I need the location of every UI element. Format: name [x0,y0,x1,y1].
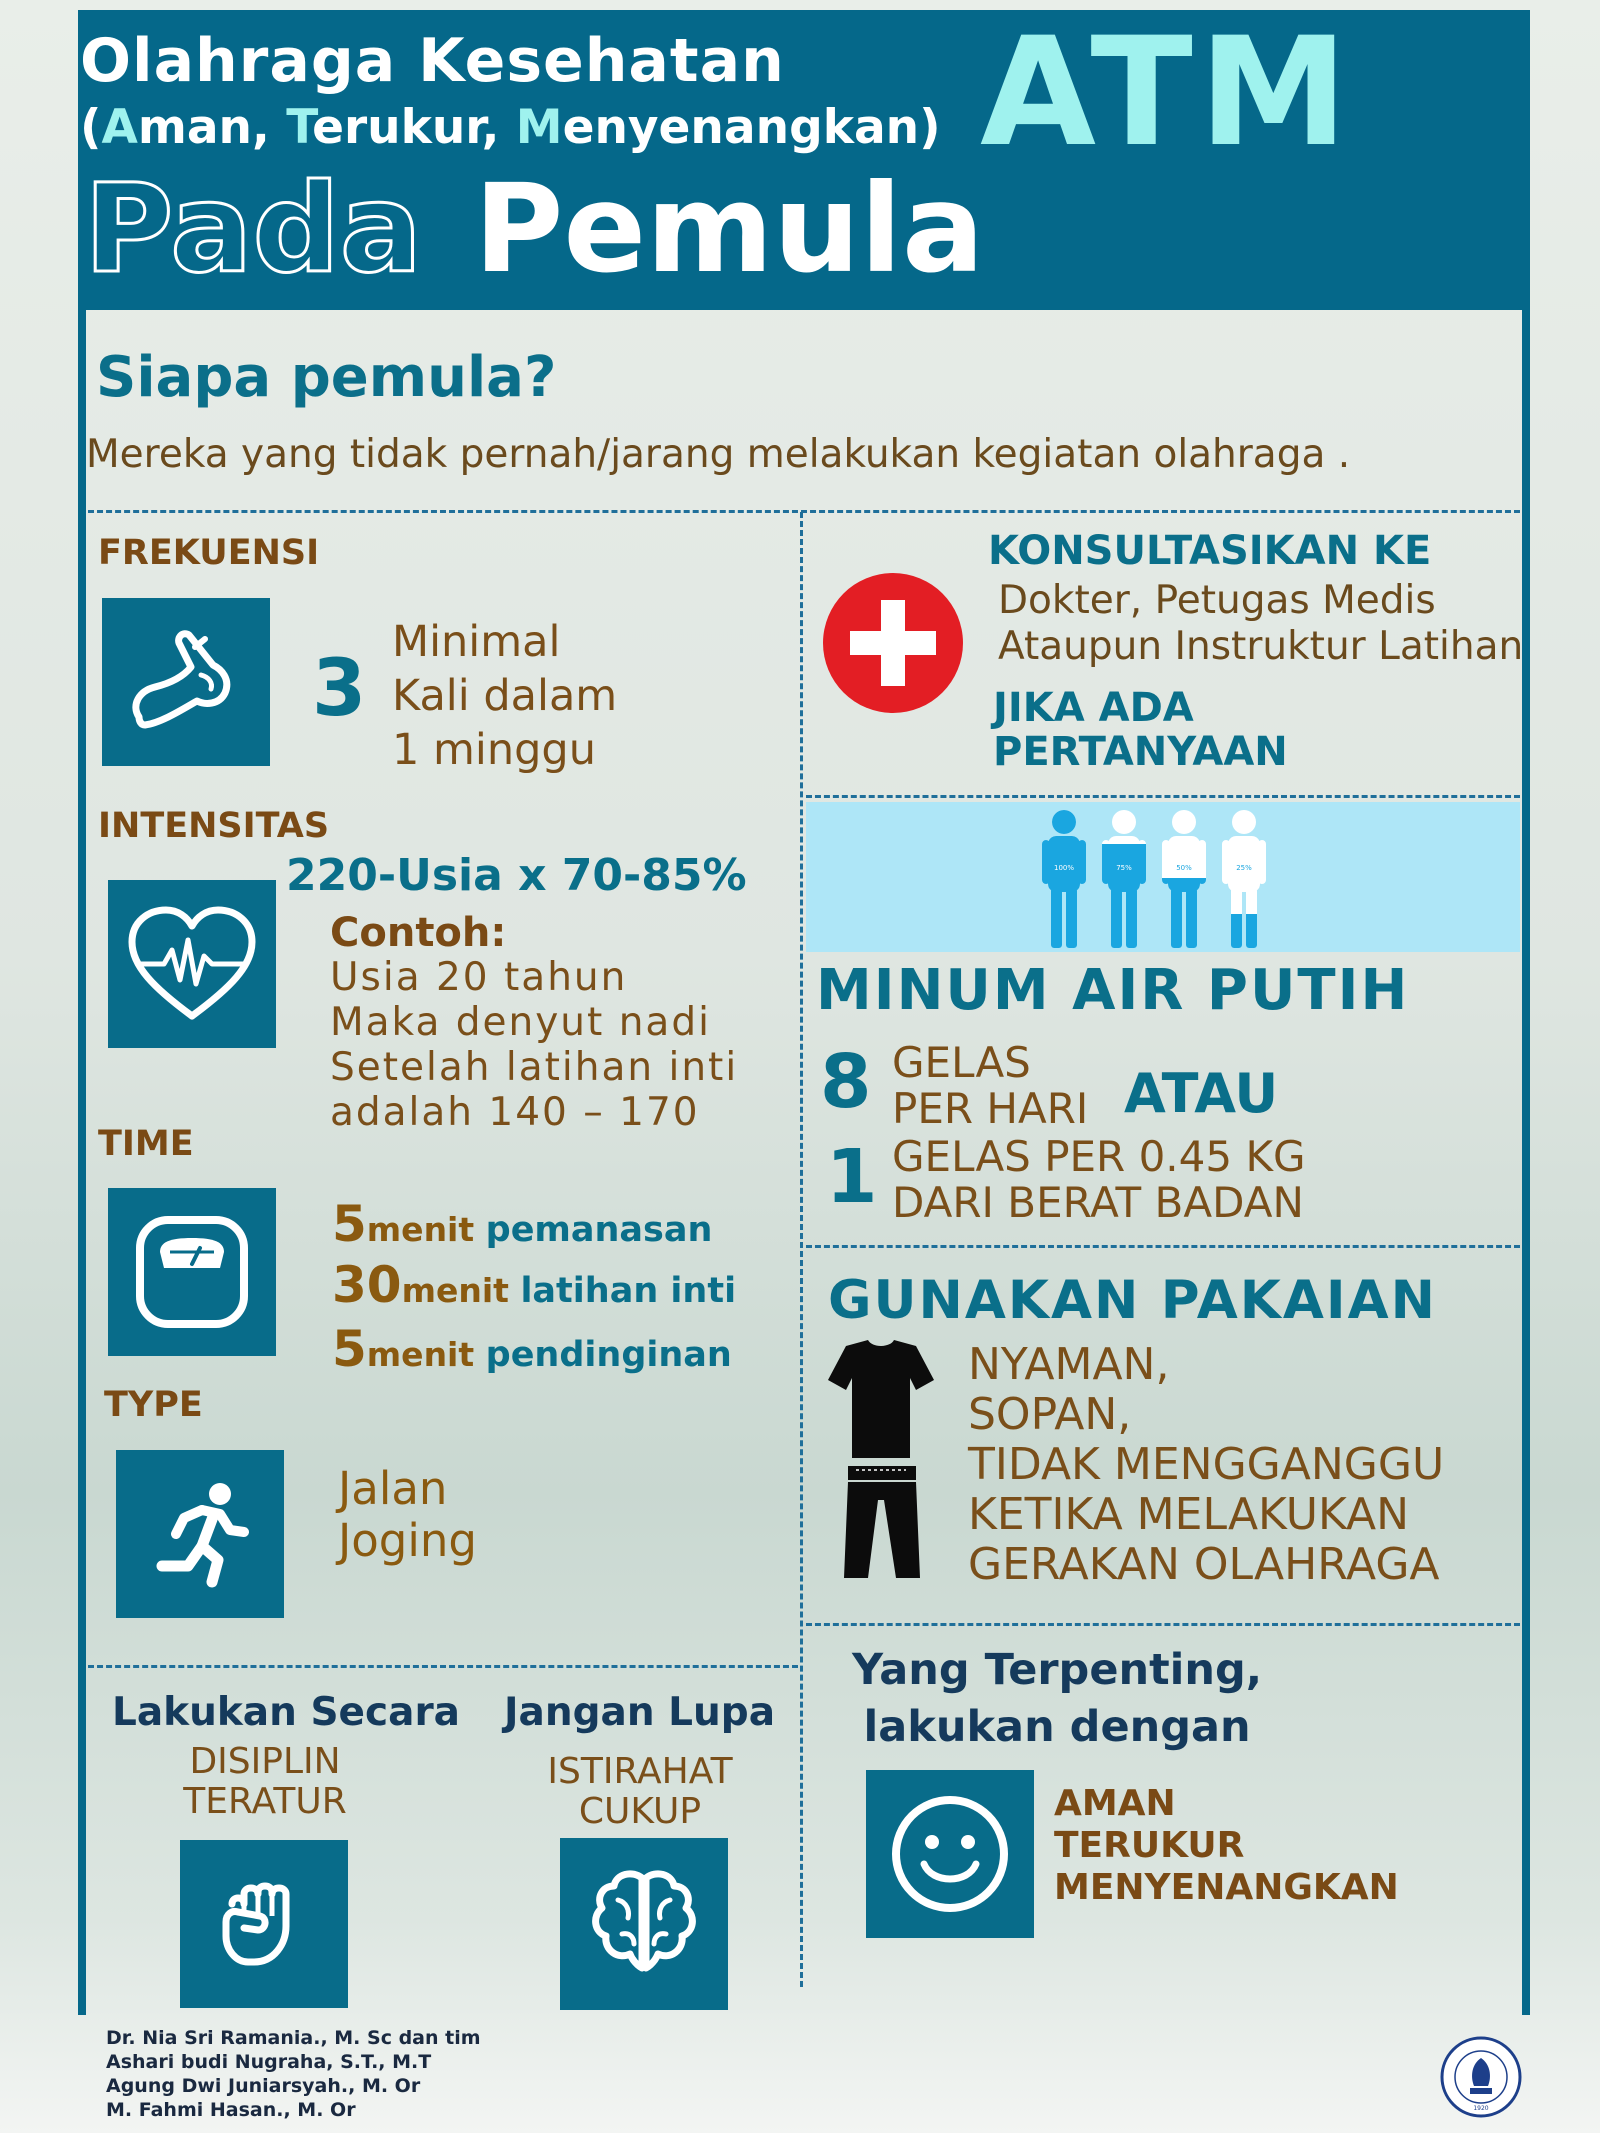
seal-year: 1920 [1473,2105,1489,2112]
running-person-icon [116,1450,284,1618]
divider-top [88,510,1520,513]
contoh-label: Contoh: [330,910,507,956]
frekuensi-line: 1 minggu [392,725,596,775]
water-level-label: 25% [1236,864,1252,872]
water-level-label: 75% [1116,864,1132,872]
header-pemula: Pemula [474,158,985,300]
pakaian-line: GERAKAN OLAHRAGA [968,1539,1440,1590]
konsultasi-text [998,578,1523,670]
flexed-arm-icon [102,598,270,766]
frekuensi-number: 3 [312,644,367,734]
divider-right-1 [806,795,1520,798]
type-label: TYPE [104,1385,203,1425]
water-per-weight-text [892,1134,1306,1226]
frame-right-border [1522,300,1530,2015]
heartbeat-icon [108,880,276,1048]
divider-right-2 [806,1245,1520,1248]
type-line: Joging [338,1514,477,1567]
frekuensi-line: Kali dalam [392,671,618,721]
disiplin-text [180,1742,350,1822]
frekuensi-line: Minimal [392,617,561,667]
water-number-8: 8 [820,1039,872,1125]
divider-right-3 [806,1623,1520,1626]
konsultasi-ask-line: PERTANYAAN [993,729,1288,775]
author-line: Ashari budi Nugraha, S.T., M.T [106,2051,432,2073]
type-text [338,1463,477,1567]
disiplin-line: DISIPLIN [189,1741,341,1782]
water-line: GELAS [892,1038,1031,1087]
konsultasi-title: KONSULTASIKAN KE [988,528,1432,574]
intensitas-label: INTENSITAS [98,806,330,846]
itb-seal-logo [1440,2036,1522,2118]
divider-vertical [800,512,803,1987]
red-cross-icon [822,572,964,714]
water-level-label: 100% [1053,864,1075,872]
smiley-face-icon [866,1770,1034,1938]
author-line: M. Fahmi Hasan., M. Or [106,2099,356,2121]
konsultasi-ask [993,686,1288,774]
brain-icon [560,1838,728,2010]
terpenting-line: Yang Terpenting, [852,1645,1263,1695]
header-subtitle: (Aman, Terukur, Menyenangkan) [80,100,941,155]
intensitas-formula: 220-Usia x 70-85% [286,850,747,901]
weighing-scale-icon [108,1188,276,1356]
water-atau: ATAU [1124,1062,1279,1125]
konsultasi-ask-line: JIKA ADA [993,685,1194,731]
minum-title: MINUM AIR PUTIH [816,958,1410,1023]
author-line: Dr. Nia Sri Ramania., M. Sc dan tim [106,2027,481,2049]
pakaian-line: TIDAK MENGGANGGU [968,1439,1445,1490]
pakaian-line: NYAMAN, [968,1339,1170,1390]
water-line: GELAS PER 0.45 KG [892,1132,1306,1181]
intro-heading: Siapa pemula? [96,345,557,410]
author-credits [106,2026,481,2122]
time-cooldown: 5menit pendinginan [332,1320,732,1378]
contoh-text [330,955,738,1135]
pakaian-line: SOPAN, [968,1389,1132,1440]
istirahat-text [540,1752,740,1832]
time-label: TIME [98,1124,194,1164]
frekuensi-label: FREKUENSI [98,533,320,573]
intro-text: Mereka yang tidak pernah/jarang melakukan kegiatan olahraga . [86,432,1351,477]
contoh-line: Setelah latihan inti [330,1045,739,1090]
disiplin-line: TERATUR [183,1781,347,1822]
type-line: Jalan [338,1462,448,1515]
atm-item: TERUKUR [1054,1825,1245,1866]
water-line: PER HARI [892,1084,1089,1133]
water-level-label: 50% [1176,864,1192,872]
header-atm: ATM [980,6,1355,180]
disiplin-heading: Lakukan Secara [112,1690,460,1735]
atm-list [1054,1783,1399,1909]
water-line: DARI BERAT BADAN [892,1178,1304,1227]
water-per-day-text [892,1040,1088,1132]
terpenting-heading [852,1642,1262,1756]
pakaian-text [968,1340,1444,1590]
istirahat-line: ISTIRAHAT [547,1751,733,1792]
konsultasi-line: Dokter, Petugas Medis [998,578,1436,623]
author-line: Agung Dwi Juniarsyah., M. Or [106,2075,421,2097]
terpenting-line: lakukan dengan [863,1702,1251,1752]
contoh-line: Maka denyut nadi [330,1000,711,1045]
time-core: 30menit latihan inti [332,1256,737,1314]
contoh-line: adalah 140 – 170 [330,1090,700,1135]
header-pada: Pada [84,158,423,300]
contoh-line: Usia 20 tahun [330,955,628,1000]
istirahat-line: CUKUP [578,1791,702,1832]
frekuensi-text [392,615,617,777]
clothing-icon [826,1340,936,1582]
fist-icon [180,1840,348,2008]
atm-item: MENYENANGKAN [1054,1867,1399,1908]
pakaian-line: KETIKA MELAKUKAN [968,1489,1410,1540]
frame-left-border [78,300,86,2015]
atm-item: AMAN [1054,1783,1176,1824]
time-warmup: 5menit pemanasan [332,1195,713,1253]
pakaian-title: GUNAKAN PAKAIAN [828,1270,1437,1331]
konsultasi-line: Ataupun Instruktur Latihan [998,624,1524,669]
header-title: Olahraga Kesehatan [80,26,785,96]
water-level-figures-icon [1040,808,1280,950]
istirahat-heading: Jangan Lupa [504,1690,776,1735]
divider-left-bottom [88,1665,798,1668]
water-number-1: 1 [826,1134,878,1220]
